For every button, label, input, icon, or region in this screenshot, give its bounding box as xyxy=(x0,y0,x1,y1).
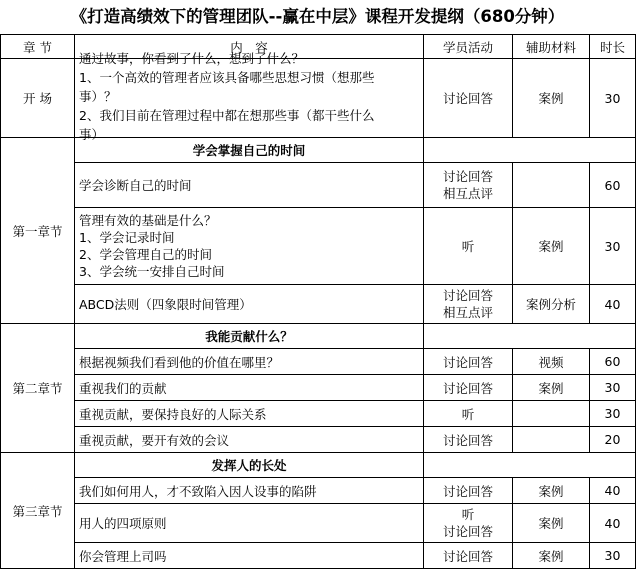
opening-line: 事） xyxy=(79,127,105,142)
row-material: 案例 xyxy=(513,208,590,285)
chapter3-heading-row xyxy=(1,453,636,478)
chapter1-name: 第一章节 xyxy=(1,138,75,324)
opening-material: 案例 xyxy=(513,59,590,138)
row-material: 案例 xyxy=(513,543,590,569)
chapter2-heading-row xyxy=(1,324,636,349)
opening-content xyxy=(75,51,424,142)
opening-activity: 讨论回答 xyxy=(424,59,513,138)
row-material xyxy=(513,427,590,453)
row-content: 根据视频我们看到他的价值在哪里？ xyxy=(75,349,424,375)
row-content: 学会诊断自己的时间 xyxy=(75,163,424,208)
table-row xyxy=(1,163,636,208)
row-activity: 讨论回答 xyxy=(424,543,513,569)
activity-line: 讨论回答 xyxy=(442,288,493,303)
row-material: 案例 xyxy=(513,478,590,504)
row-activity: 讨论回答 xyxy=(424,478,513,504)
table-row xyxy=(1,478,636,504)
chapter3-name: 第三章节 xyxy=(1,453,75,569)
header-duration: 时长 xyxy=(590,35,636,59)
activity-line: 相互点评 xyxy=(442,186,493,201)
row-content: 用人的四项原则 xyxy=(75,504,424,543)
activity-line: 相互点评 xyxy=(442,305,493,320)
row-duration: 30 xyxy=(590,208,636,285)
opening-duration: 30 xyxy=(590,59,636,138)
row-activity xyxy=(424,285,513,324)
chapter2-name: 第二章节 xyxy=(1,324,75,453)
table-row xyxy=(1,543,636,569)
row-activity: 讨论回答 xyxy=(424,349,513,375)
row-material: 视频 xyxy=(513,349,590,375)
row-content: 你会管理上司吗 xyxy=(75,543,424,569)
header-activity: 学员活动 xyxy=(424,35,513,59)
chapter2-heading-spacer xyxy=(424,324,636,349)
row-material xyxy=(513,163,590,208)
row-activity: 听 xyxy=(424,208,513,285)
header-material: 辅助材料 xyxy=(513,35,590,59)
activity-line: 讨论回答 xyxy=(442,169,493,184)
table-row xyxy=(1,349,636,375)
opening-line: 事）？ xyxy=(79,89,117,104)
header-chapter: 章 节 xyxy=(1,35,75,59)
activity-line: 讨论回答 xyxy=(442,524,493,539)
chapter2-heading: 我能贡献什么？ xyxy=(75,324,424,349)
content-line: 3、学会统一安排自己时间 xyxy=(79,264,225,279)
row-content: ABCD法则（四象限时间管理） xyxy=(75,285,424,324)
row-material xyxy=(513,401,590,427)
row-duration: 40 xyxy=(590,504,636,543)
row-duration: 40 xyxy=(590,478,636,504)
row-duration: 30 xyxy=(590,543,636,569)
table-row xyxy=(1,427,636,453)
opening-line: 通过故事，你看到了什么，想到了什么？ xyxy=(79,51,305,66)
row-material: 案例分析 xyxy=(513,285,590,324)
row-duration: 40 xyxy=(590,285,636,324)
opening-chapter: 开 场 xyxy=(1,59,75,138)
chapter3-heading-spacer xyxy=(424,453,636,478)
row-content: 重视贡献，要保持良好的人际关系 xyxy=(75,401,424,427)
opening-line: 1、一个高效的管理者应该具备哪些思想习惯（想那些 xyxy=(79,70,375,85)
content-line: 1、学会记录时间 xyxy=(79,230,175,245)
row-content: 重视我们的贡献 xyxy=(75,375,424,401)
table-row xyxy=(1,208,636,285)
table-row xyxy=(1,401,636,427)
row-activity: 讨论回答 xyxy=(424,375,513,401)
row-duration: 20 xyxy=(590,427,636,453)
row-content xyxy=(75,208,424,285)
row-material: 案例 xyxy=(513,504,590,543)
header-content: 内 容 xyxy=(75,35,424,59)
row-duration: 30 xyxy=(590,375,636,401)
table-row xyxy=(1,504,636,543)
chapter1-heading-spacer xyxy=(424,138,636,163)
row-duration: 60 xyxy=(590,163,636,208)
content-line: 2、学会管理自己的时间 xyxy=(79,247,212,262)
row-activity: 讨论回答 xyxy=(424,427,513,453)
row-activity xyxy=(424,163,513,208)
opening-line: 2、我们目前在管理过程中都在想那些事（都干些什么 xyxy=(79,108,375,123)
chapter3-heading: 发挥人的长处 xyxy=(75,453,424,478)
row-material: 案例 xyxy=(513,375,590,401)
content-line: 管理有效的基础是什么？ xyxy=(79,213,217,228)
course-outline-table xyxy=(0,34,636,569)
table-row xyxy=(1,375,636,401)
row-duration: 60 xyxy=(590,349,636,375)
row-duration: 30 xyxy=(590,401,636,427)
row-content: 我们如何用人，才不致陷入因人设事的陷阱 xyxy=(75,478,424,504)
opening-row xyxy=(1,59,636,138)
row-activity: 听 xyxy=(424,401,513,427)
row-content: 重视贡献，要开有效的会议 xyxy=(75,427,424,453)
document-title: 《打造高绩效下的管理团队--赢在中层》课程开发提纲（680分钟） xyxy=(70,7,565,26)
activity-line: 听 xyxy=(461,507,475,522)
row-activity xyxy=(424,504,513,543)
table-row xyxy=(1,285,636,324)
chapter1-heading: 学会掌握自己的时间 xyxy=(75,138,424,163)
